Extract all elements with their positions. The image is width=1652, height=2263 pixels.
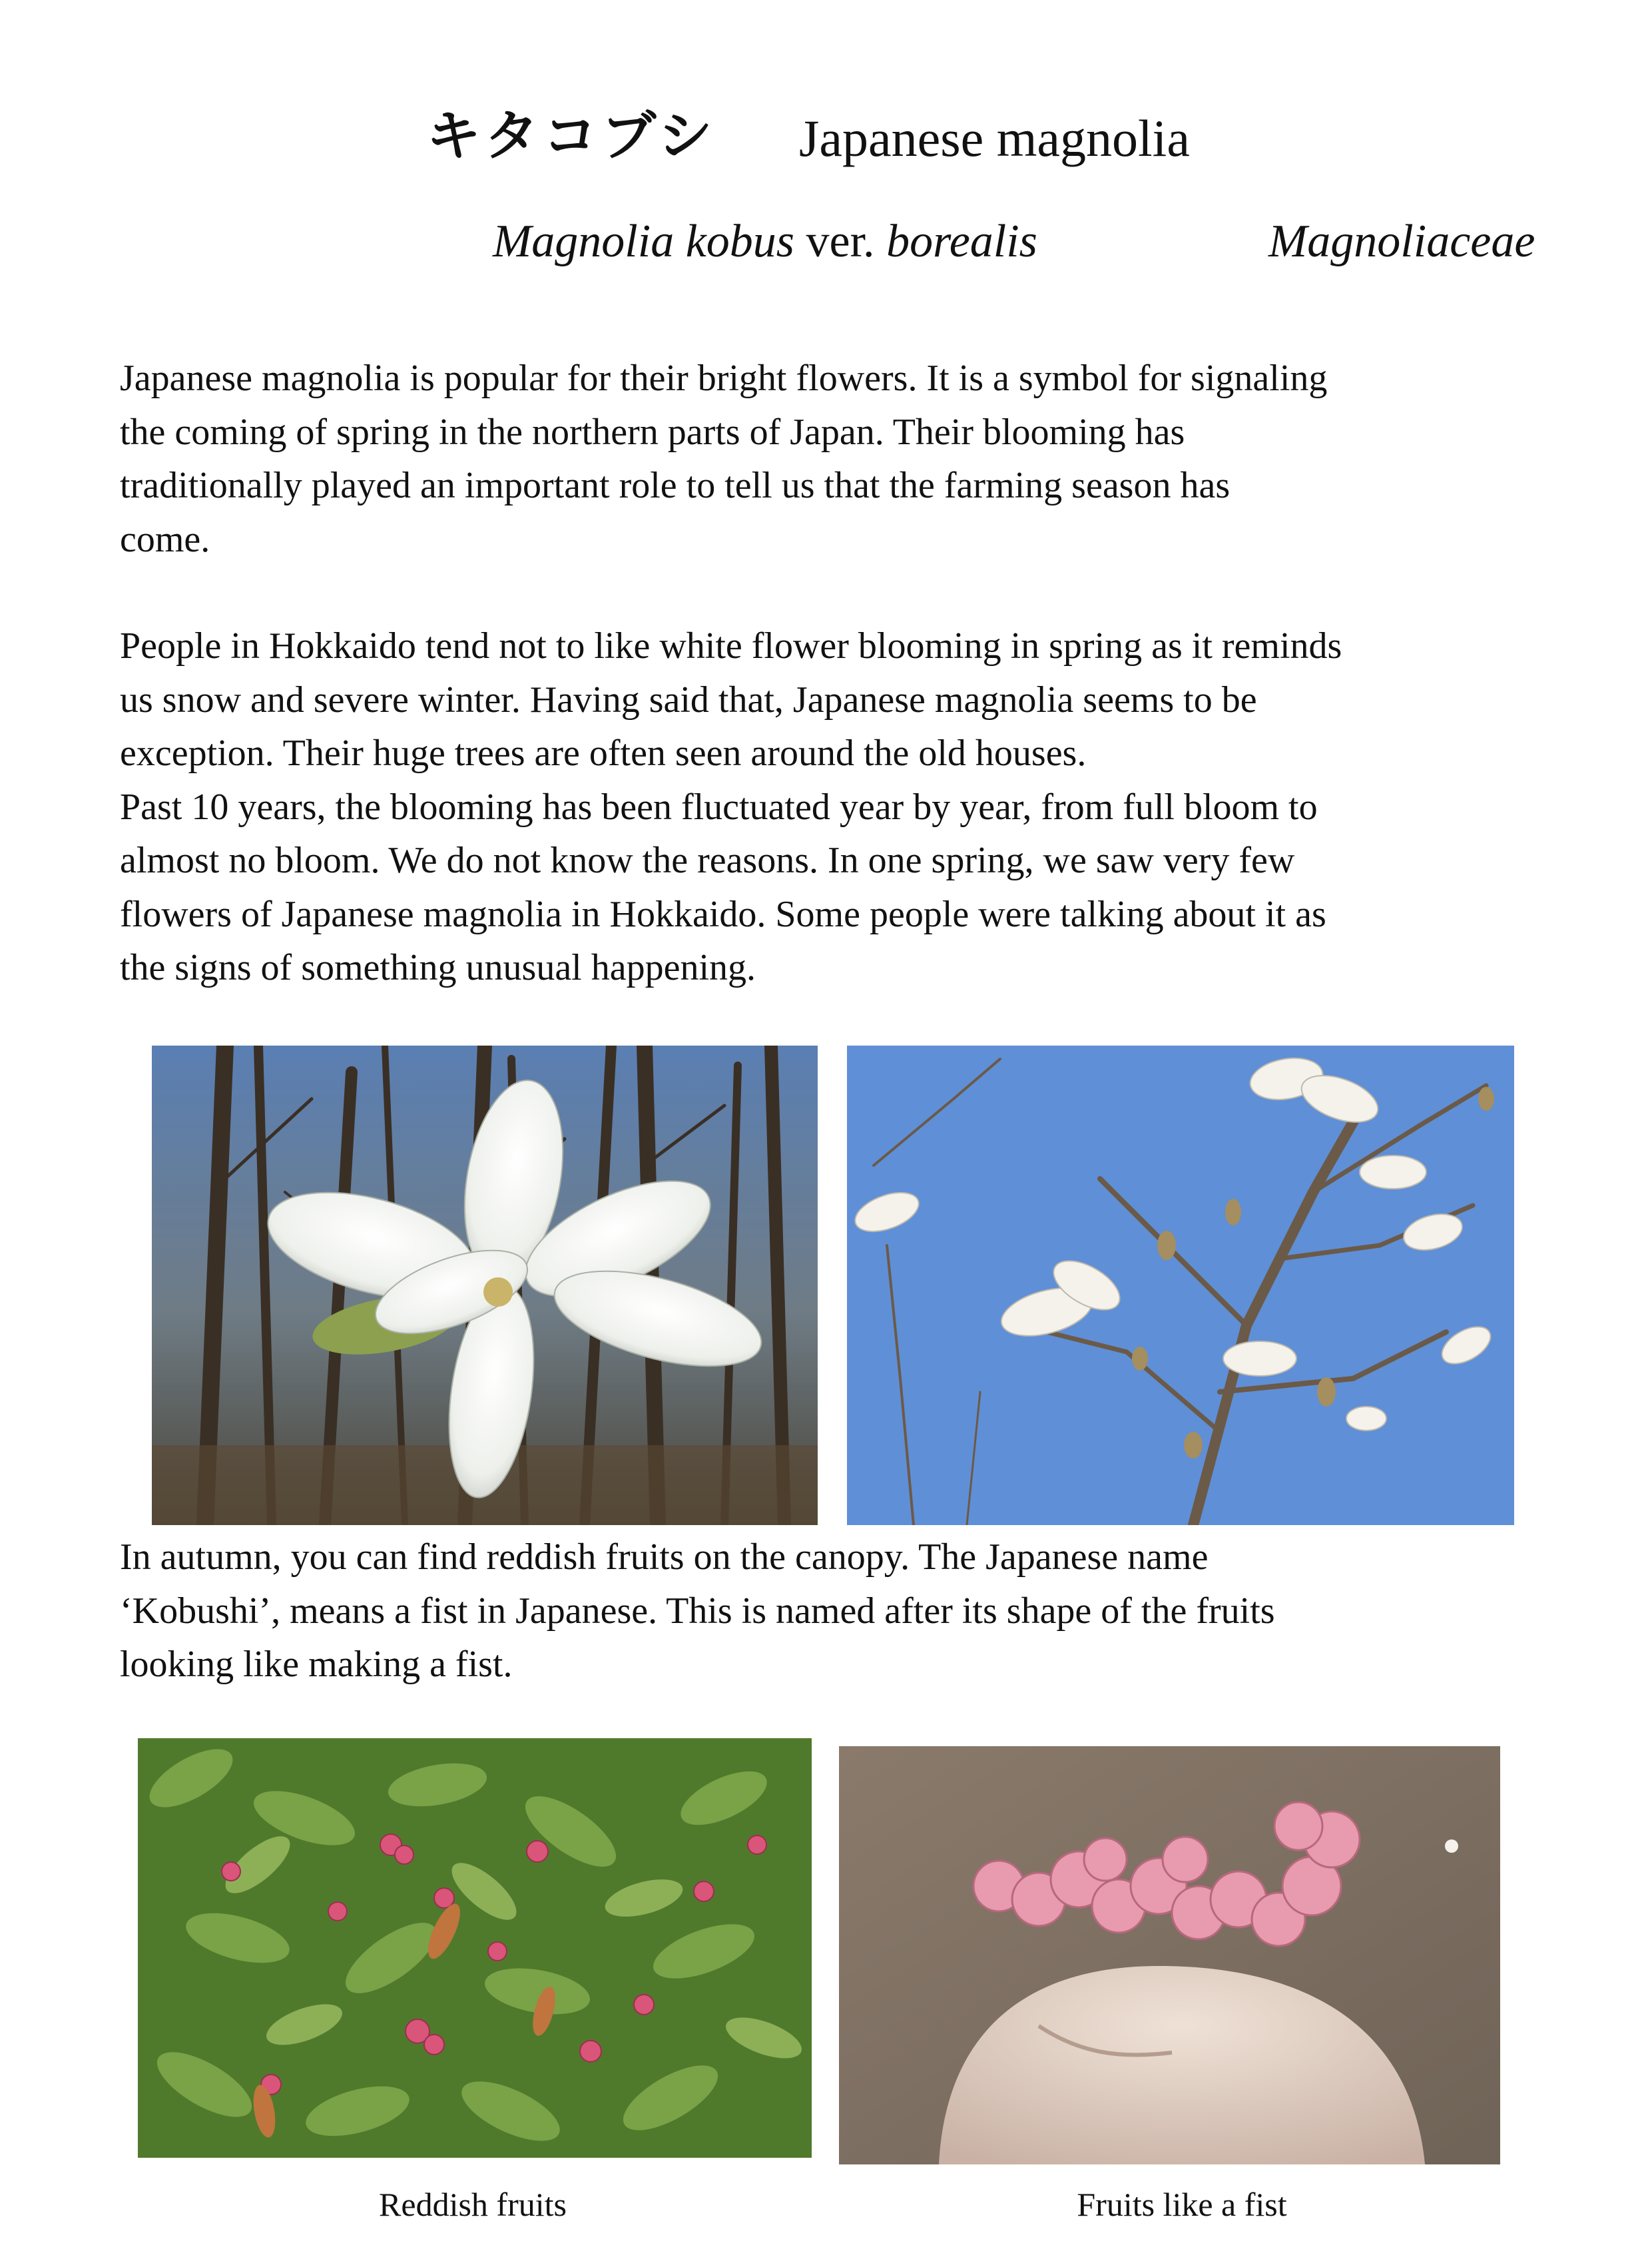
caption-reddish-fruits: Reddish fruits xyxy=(379,2186,567,2223)
scientific-ver: ver. xyxy=(794,216,887,267)
text-line: almost no bloom. We do not know the reasons. In one spring, we saw very few xyxy=(120,840,1295,881)
title-japanese: キタコブシ xyxy=(426,105,716,168)
family-name: Magnoliaceae xyxy=(1268,216,1535,267)
intro-paragraph xyxy=(120,352,1565,566)
photo-fruits-fist xyxy=(839,1746,1500,2164)
scientific-genus-species: Magnolia kobus xyxy=(493,216,795,267)
text-line: ‘Kobushi’, means a fist in Japanese. This is named after its shape of the fruits xyxy=(120,1590,1275,1632)
hokkaido-paragraph xyxy=(120,619,1565,995)
text-line: the coming of spring in the northern parts of Japan. Their blooming has xyxy=(120,411,1185,453)
scientific-name xyxy=(493,212,1037,272)
text-line: us snow and severe winter. Having said that, Japanese magnolia seems to be xyxy=(120,679,1257,721)
text-line: come. xyxy=(120,518,210,560)
text-line: Japanese magnolia is popular for their bright flowers. It is a symbol for signaling xyxy=(120,358,1328,399)
title-english: Japanese magnolia xyxy=(799,109,1190,167)
text-line: Past 10 years, the blooming has been fluctuated year by year, from full bloom to xyxy=(120,786,1318,828)
photo-white-flower xyxy=(152,1046,818,1525)
caption-fruits-fist: Fruits like a fist xyxy=(1077,2186,1287,2223)
text-line: People in Hokkaido tend not to like white flower blooming in spring as it reminds xyxy=(120,625,1342,667)
text-line: looking like making a fist. xyxy=(120,1644,513,1685)
text-line: the signs of something unusual happening. xyxy=(120,947,756,988)
autumn-paragraph xyxy=(120,1530,1565,1692)
photo-flowers-sky xyxy=(847,1046,1514,1525)
scientific-variety: borealis xyxy=(886,216,1037,267)
photo-reddish-fruits xyxy=(138,1738,812,2158)
text-line: traditionally played an important role to tell us that the farming season has xyxy=(120,465,1231,506)
text-line: In autumn, you can find reddish fruits on the canopy. The Japanese name xyxy=(120,1536,1209,1578)
text-line: flowers of Japanese magnolia in Hokkaido. Some people were talking about it as xyxy=(120,893,1326,935)
text-line: exception. Their huge trees are often seen around the old houses. xyxy=(120,733,1087,774)
